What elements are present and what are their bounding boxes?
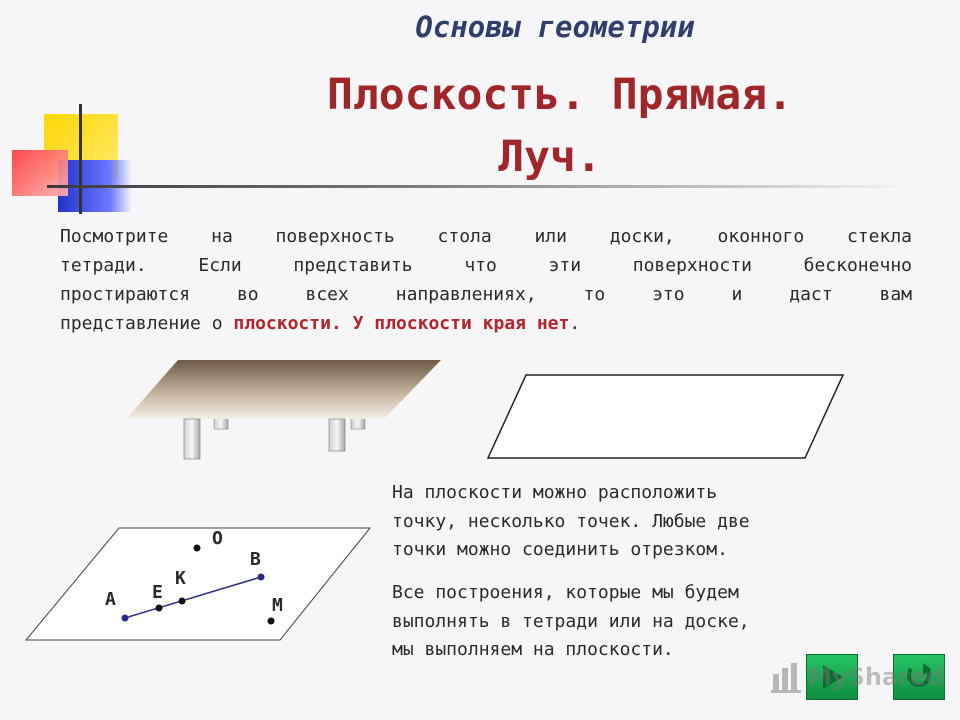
points-text	[392, 479, 750, 565]
construct-text-line1: Все построения, которые мы будем	[392, 582, 739, 603]
label-O: О	[212, 528, 223, 549]
label-B: В	[250, 549, 261, 570]
page-title	[240, 64, 880, 188]
watermark-text: MyShared	[808, 663, 944, 691]
label-K: К	[175, 568, 186, 589]
point-O	[194, 545, 201, 552]
intro-line-3: простираются во всех направлениях, то это и даст вам	[60, 284, 912, 305]
points-text-line2: точку, несколько точек. Любые две	[392, 510, 750, 532]
page-subtitle: Основы геометрии	[415, 10, 695, 44]
point-A	[122, 615, 129, 622]
point-B	[258, 574, 265, 581]
construct-text-line2: выполнять в тетради или на доске,	[392, 610, 750, 632]
intro-line-2: тетради. Если представить что эти поверхности бесконечно	[60, 255, 912, 276]
points-text-line1: На плоскости можно расположить	[392, 482, 718, 503]
decor-squares	[10, 110, 140, 220]
decor-vertical-line	[79, 104, 82, 214]
intro-line-1: Посмотрите на поверхность стола или доски, оконного стекла	[60, 226, 912, 247]
point-E	[156, 605, 163, 612]
points-text-line3: точки можно соединить отрезком.	[392, 539, 728, 560]
page-title-line1: Плоскость. Прямая.	[327, 70, 793, 120]
label-M: М	[272, 595, 283, 616]
table-illustration	[120, 355, 450, 465]
point-K	[179, 598, 186, 605]
decor-red-square	[12, 150, 68, 196]
construct-text	[392, 579, 750, 665]
plane-definition: плоскости. У плоскости края нет	[233, 313, 570, 334]
points-diagram	[20, 520, 380, 650]
point-M	[268, 618, 275, 625]
construct-text-line3: мы выполняем на плоскости.	[392, 639, 674, 660]
label-E: Е	[152, 582, 163, 603]
page-title-line2: Луч.	[498, 132, 602, 182]
plane-parallelogram	[485, 370, 850, 462]
label-A: А	[105, 589, 116, 610]
intro-paragraph	[60, 222, 912, 338]
chart-icon	[770, 660, 804, 694]
intro-last-prefix: представление о	[60, 313, 234, 334]
intro-last-suffix: .	[569, 313, 581, 334]
intro-line-4	[60, 309, 912, 338]
